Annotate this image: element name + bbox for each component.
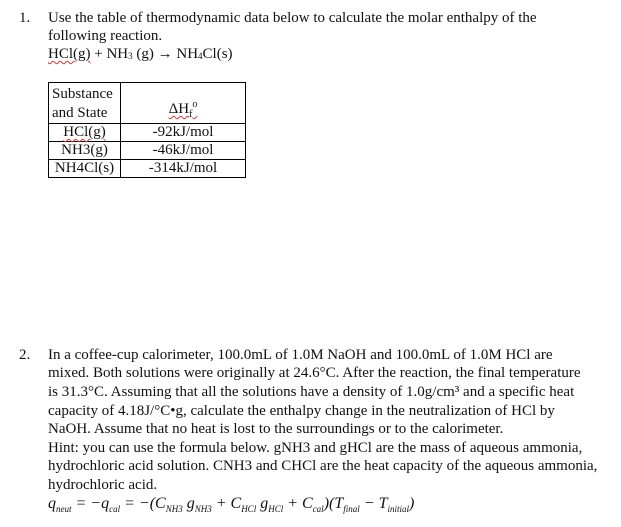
header-text: and State [52, 105, 108, 121]
header-enthalpy [121, 83, 246, 124]
substance-cell: NH4Cl(s) [54, 160, 115, 176]
table-row [49, 160, 246, 178]
formula-sub: cal [109, 504, 121, 515]
formula-part: ) [408, 495, 415, 512]
formula-part: q [48, 495, 56, 512]
question-2-line-6: Hint: you can use the formula below. gNH3 and gHCl are the mass of aqueous ammonia, [48, 440, 583, 456]
subscript: 4 [198, 51, 203, 61]
header-sub: f [189, 109, 193, 120]
question-1-number: 1. [19, 10, 31, 26]
question-1-line-2: following reaction. [48, 28, 163, 44]
table-row [49, 124, 246, 142]
reaction-equation [48, 45, 233, 65]
product: Cl(s) [202, 46, 233, 62]
question-2-line-3: is 31.3°C. Assuming that all the solutions have a density of 1.0g/cm³ and a specific heat [48, 384, 575, 400]
formula-sub: final [343, 504, 360, 515]
formula-sub: HCl [268, 504, 284, 515]
header-text: ΔH [168, 101, 190, 117]
header-substance [49, 83, 121, 124]
table-row [49, 142, 246, 160]
subscript: 3 [128, 51, 133, 61]
formula-sub: HCl [241, 504, 257, 515]
question-2-line-4: capacity of 4.18J/°C•g, calculate the enthalpy change in the neutralization of HCl by [48, 403, 555, 419]
reactant-hcl: HCl(g) [48, 46, 91, 62]
header-sup: o [192, 99, 198, 110]
formula-part: = −(C [120, 495, 166, 512]
table-header-row [49, 83, 246, 124]
formula-sub: initial [387, 504, 409, 515]
formula-part: − T [359, 495, 388, 512]
formula-part: q [101, 495, 110, 512]
question-2-line-2: mixed. Both solutions were originally at 24.6°C. After the reaction, the final temperature [48, 365, 581, 381]
formula-part: = − [71, 495, 102, 512]
calorimetry-formula [48, 495, 414, 514]
formula-sub: neut [56, 504, 72, 515]
formula-part: g [182, 495, 195, 512]
question-2-line-5: NaOH. Assume that no heat is lost to the surroundings or to the calorimeter. [48, 421, 504, 437]
thermo-data-table [48, 82, 246, 178]
formula-part: g [256, 495, 269, 512]
enthalpy-cell: -46kJ/mol [152, 142, 214, 158]
question-2-line-8: hydrochloric acid. [48, 477, 158, 493]
substance-cell: NH3(g) [61, 142, 108, 158]
question-1-line-1: Use the table of thermodynamic data below to calculate the molar enthalpy of the [48, 10, 537, 26]
formula-sub: NH3 [194, 504, 212, 515]
question-2-number: 2. [19, 347, 31, 363]
formula-part: + C [283, 495, 313, 512]
enthalpy-cell: -92kJ/mol [152, 124, 214, 140]
reaction-text: (g) → NH [132, 46, 199, 62]
question-2-line-1: In a coffee-cup calorimeter, 100.0mL of 1.0M NaOH and 100.0mL of 1.0M HCl are [48, 347, 553, 363]
formula-sub: cal [312, 504, 324, 515]
substance-cell: HCl(g) [63, 124, 106, 140]
formula-part: )(T [323, 495, 344, 512]
header-text: Substance [52, 86, 113, 102]
reaction-text: + NH [90, 46, 129, 62]
formula-part: + C [211, 495, 242, 512]
question-2-line-7: hydrochloric acid solution. CNH3 and CHCl are the heat capacity of the aqueous ammonia, [48, 458, 598, 474]
formula-sub: NH3 [165, 504, 183, 515]
enthalpy-cell: -314kJ/mol [148, 160, 218, 176]
